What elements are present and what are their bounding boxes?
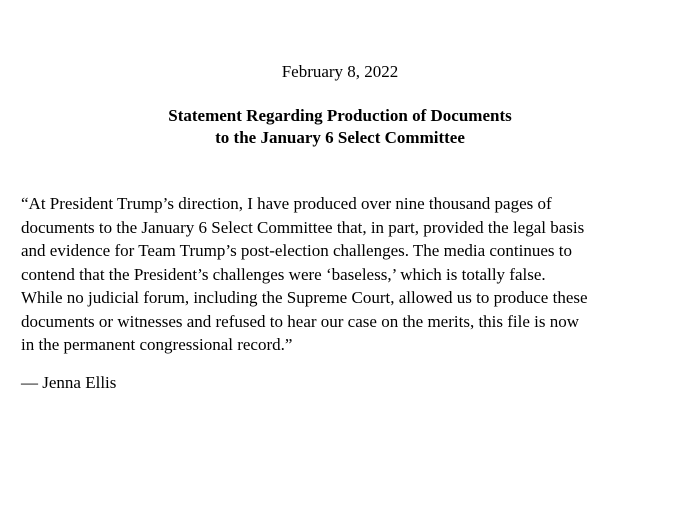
statement-body (21, 192, 671, 357)
statement-line-7: in the permanent congressional record.” (21, 335, 293, 354)
statement-line-4: contend that the President’s challenges were ‘baseless,’ which is totally false. (21, 264, 546, 284)
statement-signature: — Jenna Ellis (21, 373, 117, 392)
statement-line-1: “At President Trump’s direction, I have produced over nine thousand pages of (21, 194, 552, 213)
statement-date: February 8, 2022 (281, 62, 399, 81)
statement-line-2: documents to the January 6 Select Committee that, in part, provided the legal basis (21, 217, 585, 237)
title-line-1: Statement Regarding Production of Documents (168, 106, 512, 125)
statement-line-6: documents or witnesses and refused to hear our case on the merits, this file is now (21, 311, 580, 331)
statement-line-3: and evidence for Team Trump’s post-election challenges. The media continues to (21, 241, 573, 260)
statement-line-5: While no judicial forum, including the Supreme Court, allowed us to produce these (21, 288, 588, 307)
title-line-2: to the January 6 Select Committee (215, 128, 465, 147)
statement-title (0, 105, 680, 149)
